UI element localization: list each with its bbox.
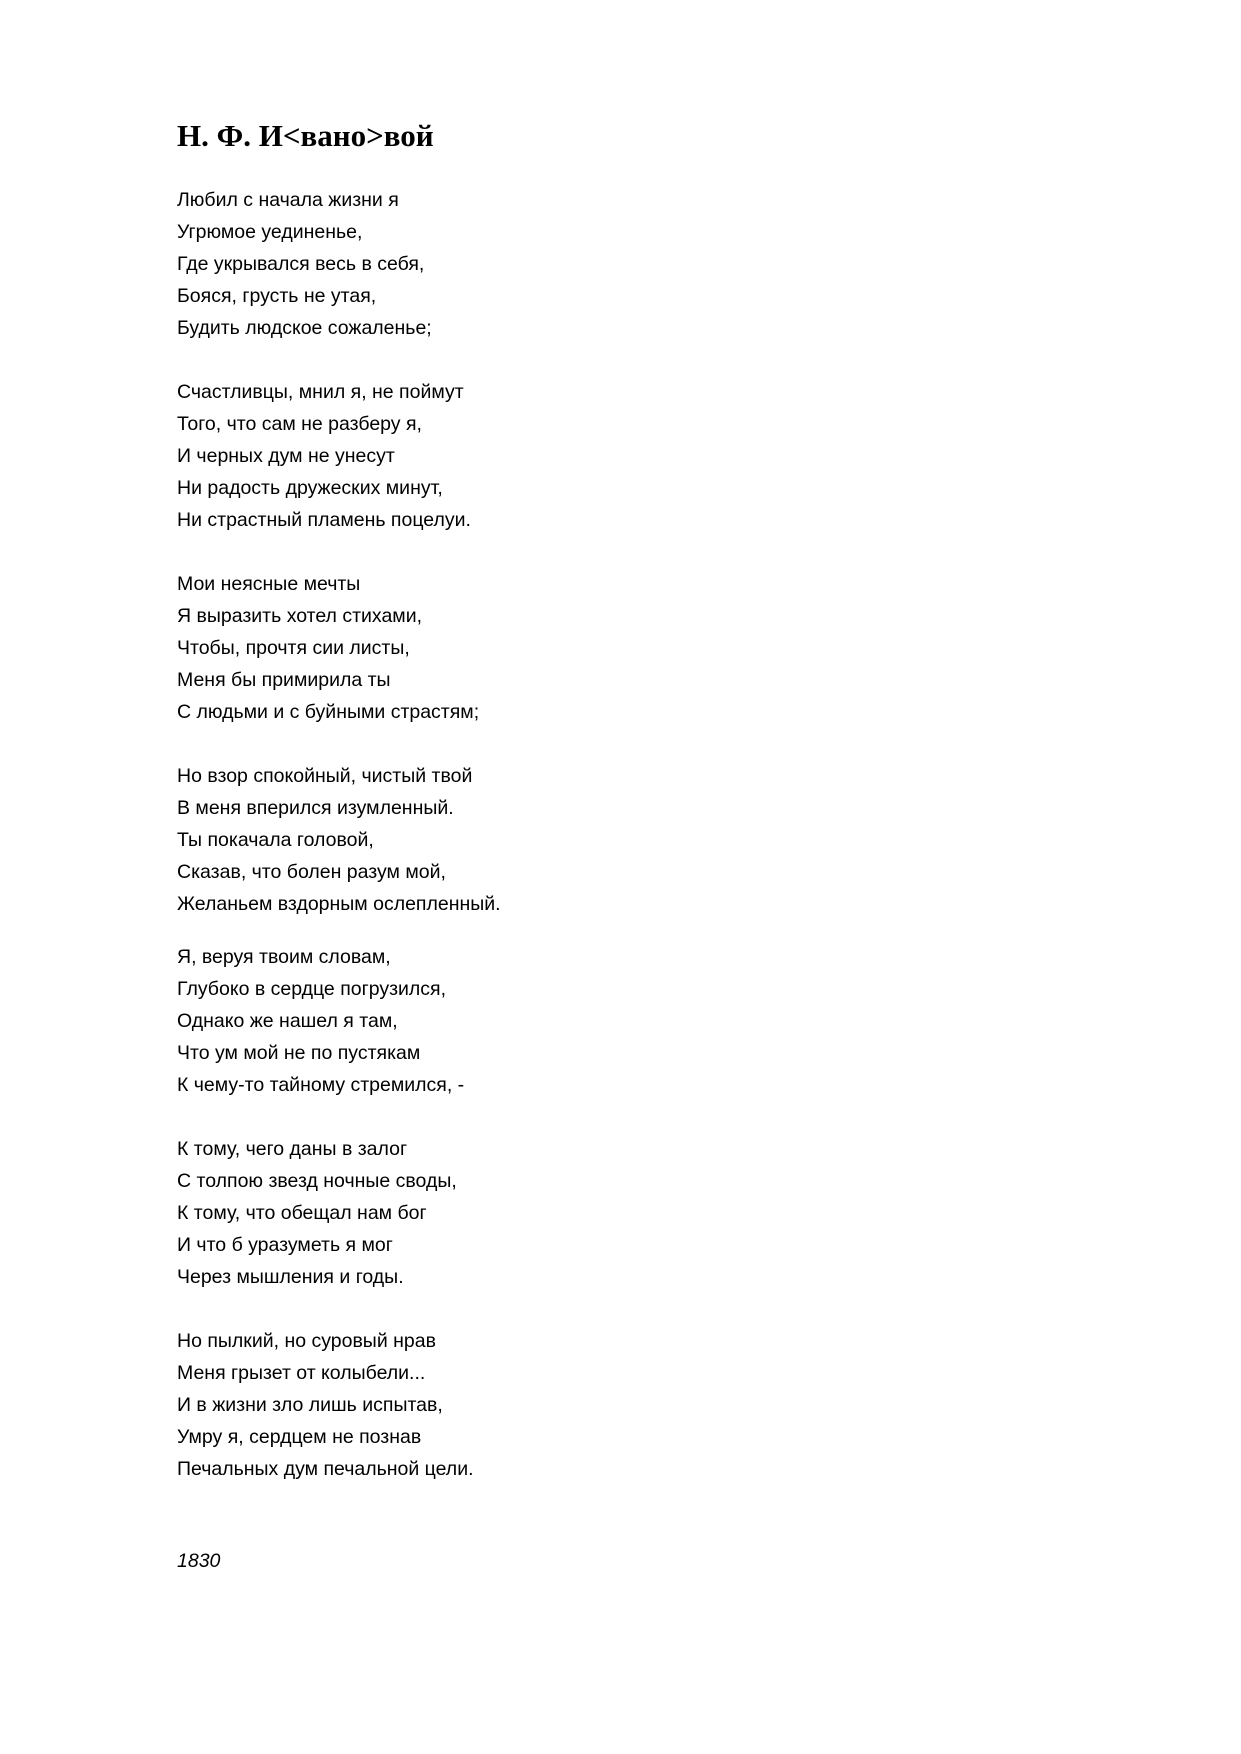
poem-line: К чему-то тайному стремился, - bbox=[177, 1074, 465, 1096]
poem-line: С толпою звезд ночные своды, bbox=[177, 1170, 457, 1192]
poem-line: Умру я, сердцем не познав bbox=[177, 1426, 422, 1448]
poem-line: Счастливцы, мнил я, не поймут bbox=[177, 381, 464, 403]
poem-title: Н. Ф. И<вано>вой bbox=[177, 118, 434, 153]
poem-line: Любил с начала жизни я bbox=[177, 189, 399, 211]
poem-line: Того, что сам не разберу я, bbox=[177, 413, 422, 435]
poem-line: Что ум мой не по пустякам bbox=[177, 1042, 421, 1064]
stanza bbox=[177, 941, 501, 1101]
poem-line: Я, веруя твоим словам, bbox=[177, 946, 391, 968]
poem-line: Меня грызет от колыбели... bbox=[177, 1362, 426, 1384]
poem-line: Желаньем вздорным ослепленный. bbox=[177, 893, 501, 915]
stanza bbox=[177, 1133, 501, 1293]
poem-line: Печальных дум печальной цели. bbox=[177, 1458, 474, 1480]
poem-line: Но пылкий, но суровый нрав bbox=[177, 1330, 436, 1352]
poem-line: Ни страстный пламень поцелуи. bbox=[177, 509, 471, 531]
stanza bbox=[177, 1325, 501, 1485]
poem-line: И в жизни зло лишь испытав, bbox=[177, 1394, 443, 1416]
poem-line: С людьми и с буйными страстям; bbox=[177, 701, 480, 723]
poem-body bbox=[177, 184, 501, 1517]
poem-line: Бояся, грусть не утая, bbox=[177, 285, 377, 307]
poem-line: В меня вперился изумленный. bbox=[177, 797, 454, 819]
poem-line: Ни радость дружеских минут, bbox=[177, 477, 443, 499]
stanza bbox=[177, 184, 501, 344]
poem-line: Ты покачала головой, bbox=[177, 829, 374, 851]
poem-line: Сказав, что болен разум мой, bbox=[177, 861, 446, 883]
poem-line: К тому, чего даны в залог bbox=[177, 1138, 408, 1160]
poem-line: Но взор спокойный, чистый твой bbox=[177, 765, 473, 787]
poem-line: И черных дум не унесут bbox=[177, 445, 395, 467]
poem-line: Глубоко в сердце погрузился, bbox=[177, 978, 447, 1000]
poem-line: Мои неясные мечты bbox=[177, 573, 361, 595]
poem-line: Чтобы, прочтя сии листы, bbox=[177, 637, 410, 659]
stanza bbox=[177, 760, 501, 920]
poem-line: Угрюмое уединенье, bbox=[177, 221, 363, 243]
poem-line: Я выразить хотел стихами, bbox=[177, 605, 423, 627]
poem-date: 1830 bbox=[177, 1550, 221, 1572]
stanza bbox=[177, 376, 501, 536]
poem-line: Меня бы примирила ты bbox=[177, 669, 391, 691]
poem-line: К тому, что обещал нам бог bbox=[177, 1202, 427, 1224]
poem-line: Через мышления и годы. bbox=[177, 1266, 404, 1288]
poem-line: Где укрывался весь в себя, bbox=[177, 253, 425, 275]
poem-line: Будить людское сожаленье; bbox=[177, 317, 432, 339]
poem-line: И что б уразуметь я мог bbox=[177, 1234, 393, 1256]
stanza bbox=[177, 568, 501, 728]
poem-line: Однако же нашел я там, bbox=[177, 1010, 398, 1032]
